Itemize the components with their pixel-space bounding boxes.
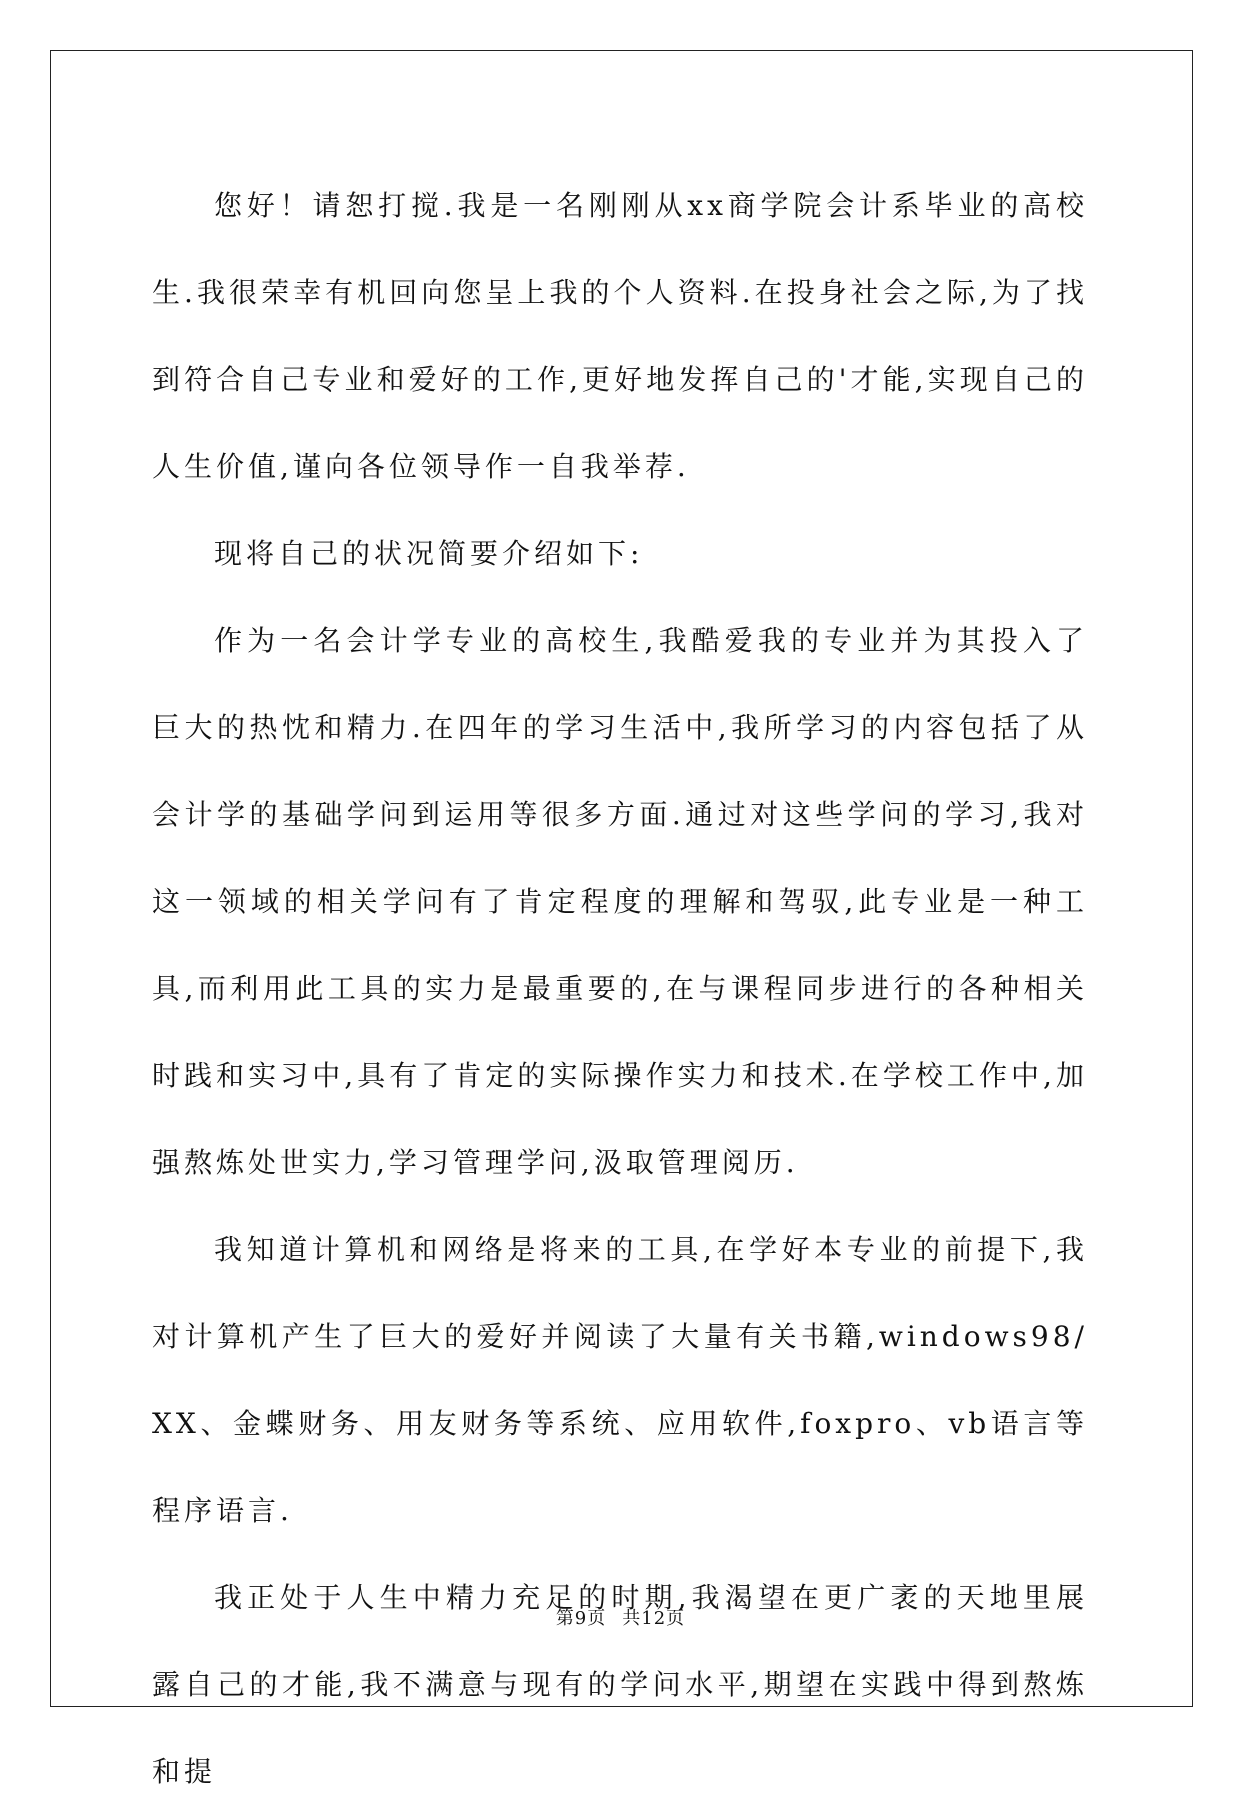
- page-total: 共12页: [622, 1608, 686, 1629]
- paragraph-aspiration: 我正处于人生中精力充足的时期,我渴望在更广袤的天地里展露自己的才能,我不满意与现有的学问水平,期望在实践中得到熬炼和提: [152, 1581, 1088, 1788]
- paragraph-greeting: 您好！请恕打搅.我是一名刚刚从xx商学院会计系毕业的高校生.我很荣幸有机回向您呈上我的个人资料.在投身社会之际,为了找到符合自己专业和爱好的工作,更好地发挥自己的'才能,实现自己的人生价值,谨向各位领导作一自我举荐.: [152, 189, 1088, 483]
- paragraph-computer-skills: 我知道计算机和网络是将来的工具,在学好本专业的前提下,我对计算机产生了巨大的爱好并阅读了大量有关书籍,windows98/XX、金蝶财务、用友财务等系统、应用软件,foxpro、vb语言等程序语言.: [152, 1233, 1088, 1527]
- page-number: 第9页: [555, 1608, 607, 1629]
- page-footer: [0, 1606, 1241, 1632]
- paragraph-major: 作为一名会计学专业的高校生,我酷爱我的专业并为其投入了巨大的热忱和精力.在四年的学习生活中,我所学习的内容包括了从会计学的基础学问到运用等很多方面.通过对这些学问的学习,我对这一领域的相关学问有了肯定程度的理解和驾驭,此专业是一种工具,而利用此工具的实力是最重要的,在与课程同步进行的各种相关时践和实习中,具有了肯定的实际操作实力和技术.在学校工作中,加强熬炼处世实力,学习管理学问,汲取管理阅历.: [152, 624, 1088, 1179]
- paragraph-intro: 现将自己的状况简要介绍如下:: [214, 537, 644, 570]
- document-body: [152, 162, 1088, 1815]
